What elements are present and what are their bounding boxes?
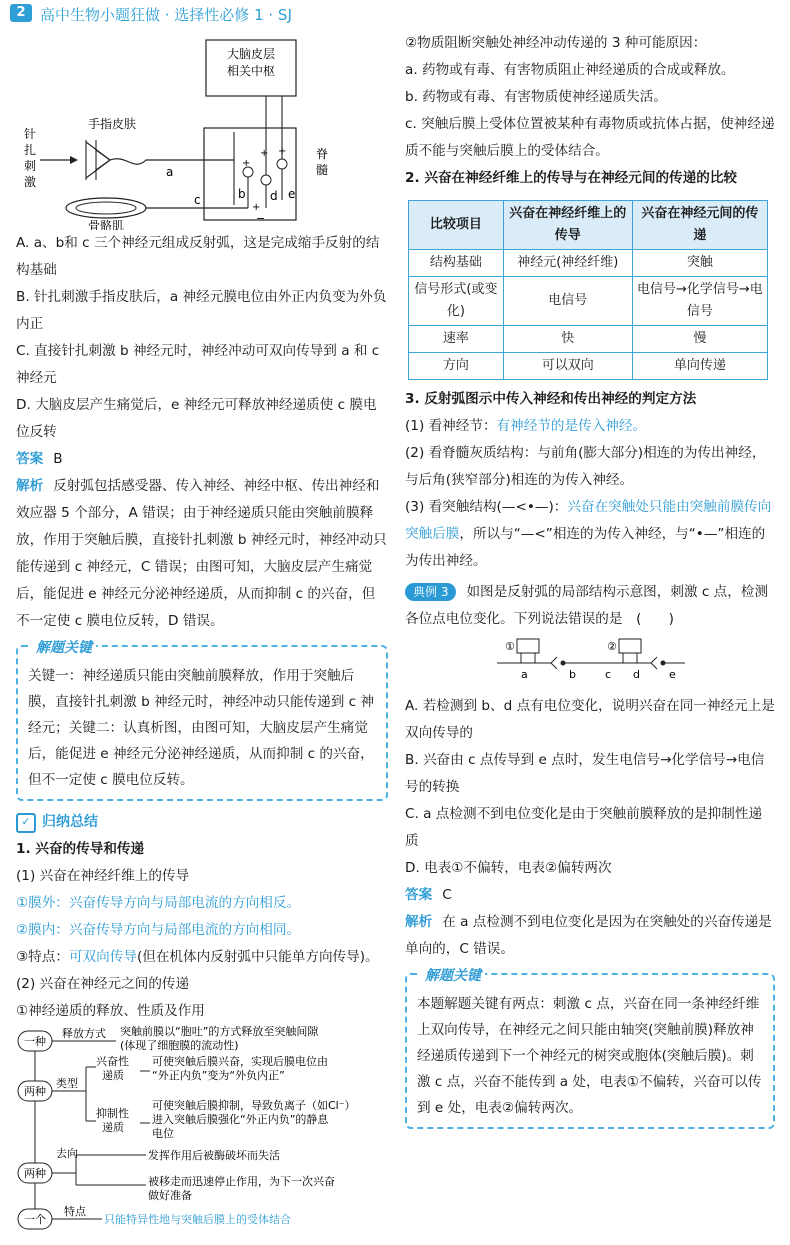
ex-option-a: A. 若检测到 b、d 点有电位变化，说明兴奋在同一神经元上是双向传导的 bbox=[405, 698, 775, 741]
summary-s1b: ②膜内：兴奋传导方向与局部电流的方向相同。 bbox=[16, 922, 301, 938]
skin-label: 手指皮肤 bbox=[88, 117, 137, 131]
tree-type: 类型 bbox=[56, 1077, 78, 1090]
s1c-pre: ③特点： bbox=[16, 949, 69, 965]
key-box-title: 解题关键 bbox=[32, 635, 96, 661]
table-cell: 信号形式(或变化) bbox=[409, 277, 504, 326]
table-cell: 方向 bbox=[409, 353, 504, 380]
summary-s1a: ①膜外：兴奋传导方向与局部电流的方向相反。 bbox=[16, 895, 301, 911]
method-1 bbox=[405, 413, 775, 440]
table-cell: 结构基础 bbox=[409, 250, 504, 277]
key-box-2-title: 解题关键 bbox=[421, 963, 485, 989]
ex-answer-value: C bbox=[442, 887, 452, 903]
summary-s1c bbox=[16, 944, 388, 971]
tree-inh-text-1: 可使突触后膜抑制，导致负离子（如Cl⁻） bbox=[152, 1099, 356, 1112]
table-header: 兴奋在神经元间的传递 bbox=[632, 201, 767, 250]
method-2: (2) 看脊髓灰质结构：与前角(膨大部分)相连的为传出神经，与后角(狭窄部分)相连的为传入神经。 bbox=[405, 445, 766, 488]
table-cell: 电信号→化学信号→电信号 bbox=[632, 277, 767, 326]
m3-pre: (3) 看突触结构(—<•—)： bbox=[405, 499, 568, 515]
spinal-label-1: 脊 bbox=[316, 147, 329, 161]
label-d: d bbox=[270, 189, 278, 203]
tree-release-2: (体现了细胞膜的流动性) bbox=[120, 1039, 239, 1052]
left-column bbox=[16, 30, 388, 1245]
table-cell: 电信号 bbox=[503, 277, 632, 326]
label-e: e bbox=[288, 187, 296, 201]
tree-release-1: 突触前膜以“胞吐”的方式释放至突触间隙 bbox=[120, 1025, 319, 1038]
answer-line bbox=[16, 446, 388, 473]
reflex-arc-figure bbox=[16, 30, 388, 230]
analysis-label: 解析 bbox=[16, 478, 44, 494]
table-row bbox=[409, 277, 768, 326]
ex-answer-line bbox=[405, 882, 775, 909]
svg-text:+: + bbox=[278, 146, 287, 157]
summary-s2a: ①神经递质的释放、性质及作用 bbox=[16, 1003, 205, 1019]
table-cell: 快 bbox=[503, 326, 632, 353]
needle-label-4: 激 bbox=[24, 175, 37, 189]
summary-icon: ✓ bbox=[16, 813, 36, 833]
needle-label-3: 刺 bbox=[24, 159, 37, 173]
ex-option-b: B. 兴奋由 c 点传导到 e 点时，发生电信号→化学信号→电信号的转换 bbox=[405, 752, 765, 795]
table-header: 兴奋在神经纤维上的传导 bbox=[503, 201, 632, 250]
tree-fate-text-1: 发挥作用后被酶破坏而失活 bbox=[148, 1149, 280, 1162]
reasons-title: ②物质阻断突触处神经冲动传递的 3 种可能原因： bbox=[405, 35, 707, 51]
reason-a: a. 药物或有毒、有害物质阻止神经递质的合成或释放。 bbox=[405, 62, 735, 78]
option-b: B. 针扎刺激手指皮肤后，a 神经元膜电位由外正内负变为外负内正 bbox=[16, 289, 387, 332]
table-cell: 慢 bbox=[632, 326, 767, 353]
tree-inh-text-3: 电位 bbox=[152, 1127, 174, 1140]
ex-analysis-label: 解析 bbox=[405, 914, 433, 930]
table-cell: 单向传递 bbox=[632, 353, 767, 380]
ex-option-d: D. 电表①不偏转，电表②偏转两次 bbox=[405, 860, 612, 876]
table-cell: 突触 bbox=[632, 250, 767, 277]
ex-analysis-text: 在 a 点检测不到电位变化是因为在突触处的兴奋传递是单向的，C 错误。 bbox=[405, 914, 772, 957]
center-label: 相关中枢 bbox=[226, 64, 276, 78]
cortex-label: 大脑皮层 bbox=[226, 47, 276, 61]
compare-heading: 2. 兴奋在神经纤维上的传导与在神经元间的传递的比较 bbox=[405, 170, 738, 186]
muscle-shape bbox=[66, 198, 146, 218]
method-3 bbox=[405, 494, 775, 575]
page-number: 2 bbox=[10, 4, 32, 22]
key-box-1 bbox=[16, 640, 388, 801]
book-title: 高中生物小题狂做 · 选择性必修 1 · SJ bbox=[40, 6, 292, 24]
m3-post: ，所以与“—<”相连的为传入神经，与“•—”相连的为传出神经。 bbox=[405, 526, 766, 569]
analysis-text: 反射弧包括感受器、传入神经、神经中枢、传出神经和效应器 5 个部分，A 错误；由于神经递质只能由突触前膜释放，作用于突触后膜，直接针扎刺激 b 神经元时，神经冲动只能传递到 c 神经元，C 错误；由图可知，大脑皮层产生痛觉后，能促进 e 神经元分泌神经递质，从而抑制 c 的兴奋，但不一定使 c 膜电位反转，D 错误。 bbox=[16, 478, 387, 629]
method-heading: 3. 反射弧图示中传入神经和传出神经的判定方法 bbox=[405, 391, 697, 407]
right-column bbox=[405, 30, 775, 1135]
tree-node-2: 两种 bbox=[24, 1085, 46, 1098]
point-c: c bbox=[605, 668, 612, 681]
table-cell: 神经元(神经纤维) bbox=[503, 250, 632, 277]
option-a: A. a、b和 c 三个神经元组成反射弧，这是完成缩手反射的结构基础 bbox=[16, 235, 380, 278]
option-c: C. 直接针扎刺激 b 神经元时，神经冲动可双向传导到 a 和 c 神经元 bbox=[16, 343, 380, 386]
table-cell: 速率 bbox=[409, 326, 504, 353]
tree-node-1: 一种 bbox=[24, 1035, 46, 1048]
svg-text:+: + bbox=[252, 202, 261, 213]
svg-text:−: − bbox=[256, 212, 266, 225]
option-d: D. 大脑皮层产生痛觉后，e 神经元可释放神经递质使 c 膜电位反转 bbox=[16, 397, 377, 440]
table-cell: 可以双向 bbox=[503, 353, 632, 380]
ex-answer-label: 答案 bbox=[405, 887, 433, 903]
table-row bbox=[409, 326, 768, 353]
ex-analysis-line bbox=[405, 909, 775, 963]
key-box-2 bbox=[405, 968, 775, 1129]
point-d: d bbox=[633, 668, 640, 681]
ex-option-c: C. a 点检测不到电位变化是由于突触前膜释放的是抑制性递质 bbox=[405, 806, 763, 849]
tree-fate-text-3: 做好准备 bbox=[148, 1189, 192, 1202]
tree-exc-2: 递质 bbox=[102, 1069, 124, 1082]
summary-heading bbox=[16, 809, 388, 836]
point-e: e bbox=[669, 668, 676, 681]
key-box-2-text: 本题解题关键有两点：刺激 c 点，兴奋在同一条神经纤维上双向传导，在神经元之间只能由轴突(突触前膜)释放神经递质传递到下一个神经元的树突或胞体(突触后膜)。刺激 c 点，兴奋不能传到 a 处，电表①不偏转，兴奋可以传到 e 处，电表②偏转两次。 bbox=[417, 996, 762, 1116]
meter-2-label: ② bbox=[607, 640, 617, 653]
tree-inh-1: 抑制性 bbox=[96, 1107, 129, 1120]
s1c-post: (但在机体内反射弧中只能单方向传导)。 bbox=[136, 949, 379, 965]
tree-feature: 特点 bbox=[64, 1205, 86, 1218]
tree-inh-2: 递质 bbox=[102, 1121, 124, 1134]
electrode-figure bbox=[405, 633, 775, 683]
tree-node-3: 两种 bbox=[24, 1167, 46, 1180]
needle-label-1: 针 bbox=[24, 127, 37, 141]
s1c-blue: 可双向传导 bbox=[68, 949, 137, 965]
summary-s2: (2) 兴奋在神经元之间的传递 bbox=[16, 976, 190, 992]
example-stem bbox=[405, 579, 775, 633]
summary-h1: 1. 兴奋的传导和传递 bbox=[16, 841, 145, 857]
m1-blue: 有神经节的是传入神经。 bbox=[496, 418, 647, 434]
needle-label-2: 扎 bbox=[24, 143, 37, 157]
tree-feature-text: 只能特异性地与突触后膜上的受体结合 bbox=[104, 1213, 291, 1226]
summary-title: 归纳总结 bbox=[42, 814, 98, 830]
tree-fate-text-2: 被移走而迅速停止作用，为下一次兴奋 bbox=[148, 1175, 335, 1188]
label-c: c bbox=[194, 193, 201, 207]
analysis-line bbox=[16, 473, 388, 635]
meter-1-label: ① bbox=[505, 640, 515, 653]
comparison-table bbox=[408, 200, 768, 380]
skin-receptor bbox=[86, 140, 110, 180]
table-row bbox=[409, 250, 768, 277]
tree-exc-text-2: “外正内负”变为“外负内正” bbox=[152, 1069, 285, 1082]
summary-s1: (1) 兴奋在神经纤维上的传导 bbox=[16, 868, 190, 884]
point-a: a bbox=[521, 668, 528, 681]
example-badge: 典例 3 bbox=[405, 583, 456, 601]
example-stem-text: 如图是反射弧的局部结构示意图，刺激 c 点，检测各位点电位变化。下列说法错误的是 ( ) bbox=[405, 584, 769, 627]
muscle-label: 骨骼肌 bbox=[88, 219, 125, 230]
tree-fate: 去向 bbox=[56, 1147, 78, 1160]
label-a: a bbox=[166, 165, 174, 179]
label-b: b bbox=[238, 187, 246, 201]
svg-text:+: + bbox=[260, 148, 269, 159]
table-row bbox=[409, 353, 768, 380]
transmitter-tree bbox=[16, 1025, 388, 1235]
tree-exc-1: 兴奋性 bbox=[96, 1055, 129, 1068]
svg-text:+: + bbox=[242, 158, 251, 169]
tree-exc-text-1: 可使突触后膜兴奋，实现后膜电位由 bbox=[152, 1055, 328, 1068]
answer-value: B bbox=[53, 451, 63, 467]
spinal-label-2: 髓 bbox=[316, 163, 329, 177]
reason-c: c. 突触后膜上受体位置被某种有毒物质或抗体占据，使神经递质不能与突触后膜上的受体结合。 bbox=[405, 116, 775, 159]
page-header bbox=[0, 0, 790, 26]
m3-blue: 兴奋在突触处只能由突触前膜传向突触后膜 bbox=[405, 499, 772, 542]
tree-node-4: 一个 bbox=[24, 1213, 46, 1226]
answer-label: 答案 bbox=[16, 451, 44, 467]
m1-pre: (1) 看神经节： bbox=[405, 418, 497, 434]
tree-release: 释放方式 bbox=[62, 1027, 106, 1040]
tree-inh-text-2: 进入突触后膜强化“外正内负”的静息 bbox=[152, 1113, 329, 1126]
point-b: b bbox=[569, 668, 576, 681]
key-box-text: 关键一：神经递质只能由突触前膜释放，作用于突触后膜，直接针扎刺激 b 神经元时，神经冲动只能传递到 c 神经元；关键二：认真析图，由图可知，大脑皮层产生痛觉后，能促进 e 神经元分泌神经递质，从而抑制 c 的兴奋，但不一定使 c 膜电位反转。 bbox=[28, 668, 375, 788]
table-header: 比较项目 bbox=[409, 201, 504, 250]
reason-b: b. 药物或有毒、有害物质使神经递质失活。 bbox=[405, 89, 667, 105]
